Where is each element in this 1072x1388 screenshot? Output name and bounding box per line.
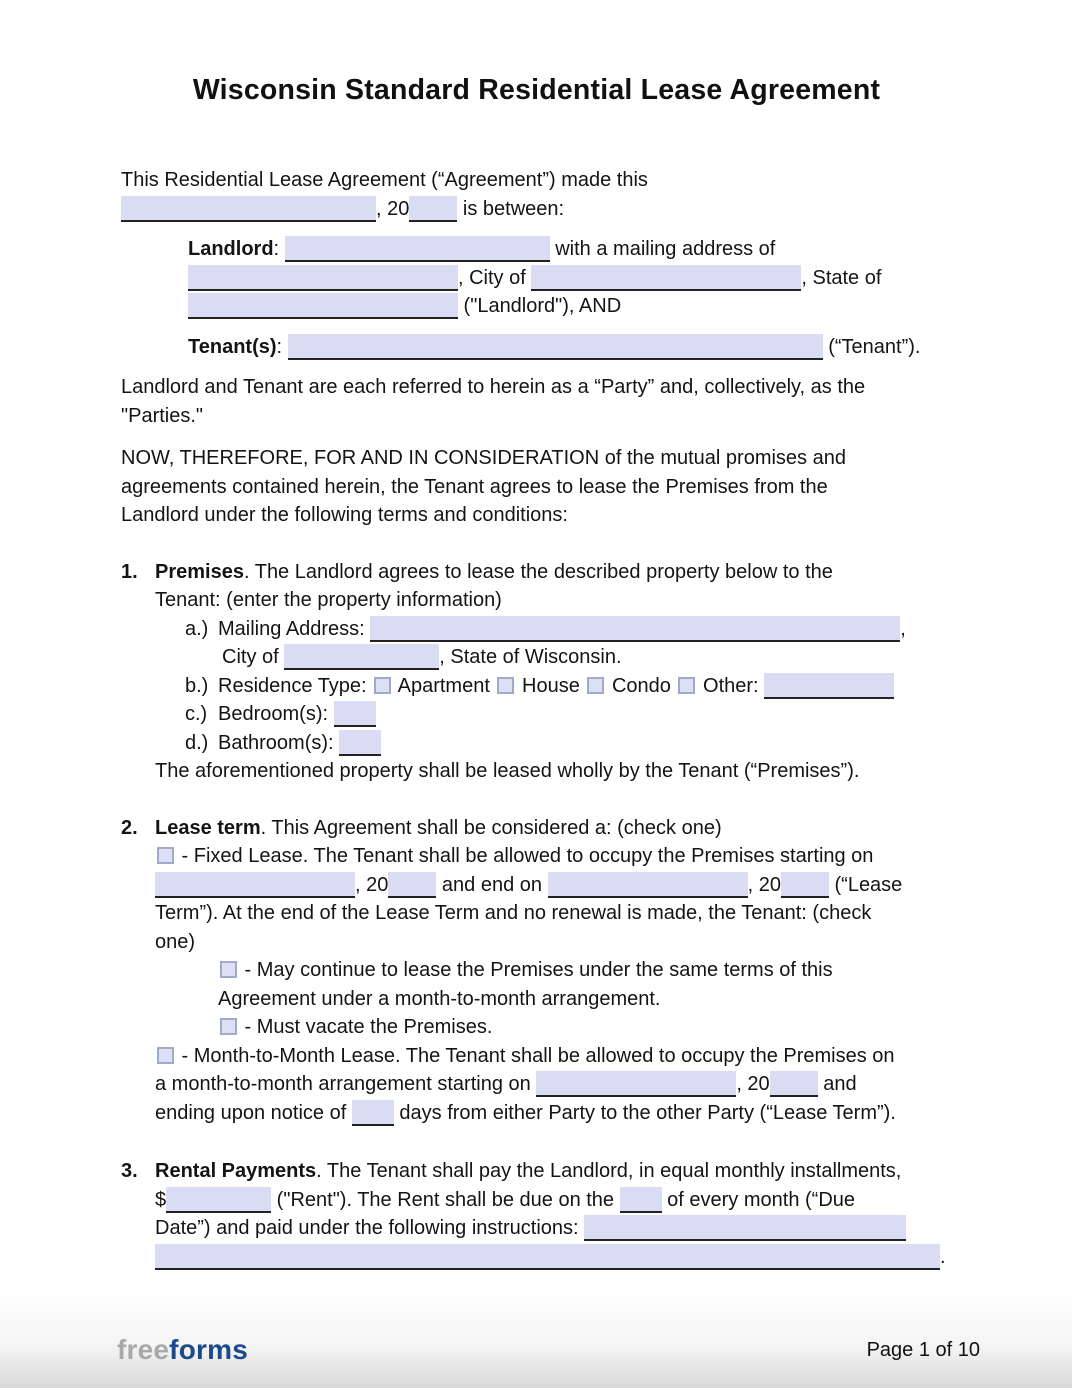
text-run: Tenant: (enter the property information) <box>155 589 502 611</box>
text-run: Bedroom(s): <box>218 703 334 725</box>
text-run: Other: <box>697 674 765 697</box>
document-body <box>121 166 952 1271</box>
text-run: with a mailing address of <box>549 238 776 260</box>
section-3-heading: Rental Payments <box>155 1160 317 1182</box>
text-run: , State of Wisconsin. <box>439 646 622 668</box>
other-residence-blank[interactable] <box>764 673 894 699</box>
text-run: The aforementioned property shall be leased wholly by the Tenant (“Premises”). <box>155 760 860 782</box>
condo-checkbox[interactable] <box>587 677 604 694</box>
premises-address-blank[interactable] <box>370 616 900 642</box>
fixed-end-date-blank[interactable] <box>548 872 748 898</box>
text-run: . The Landlord agrees to lease the described property below to the <box>243 560 833 583</box>
text-run: Agreement under a month-to-month arrangement. <box>218 987 661 1010</box>
section-1-number: 1. <box>121 560 138 583</box>
text-run: : <box>276 335 288 358</box>
text-run: Apartment <box>393 674 496 697</box>
consideration-paragraph <box>121 444 952 530</box>
notice-days-blank[interactable] <box>352 1100 394 1126</box>
landlord-label: Landlord <box>188 238 274 260</box>
house-checkbox[interactable] <box>497 677 514 694</box>
doc-line <box>121 166 952 195</box>
fixed-end-year-blank[interactable] <box>781 872 829 898</box>
text-run: ("Landlord"), AND <box>458 295 622 317</box>
fixed-start-date-blank[interactable] <box>155 872 355 898</box>
item-b-marker: b.) <box>185 674 209 697</box>
agreement-date-blank[interactable] <box>121 196 376 222</box>
section-1-heading: Premises <box>155 560 244 583</box>
doc-line <box>218 985 952 1014</box>
parties-paragraph <box>121 373 952 430</box>
must-vacate-checkbox[interactable] <box>220 1018 237 1035</box>
document-content <box>0 74 1072 1271</box>
doc-line <box>121 402 952 431</box>
doc-line <box>188 333 952 362</box>
logo-free-text: free <box>117 1334 170 1365</box>
text-run: - Fixed Lease. The Tenant shall be allowed to occupy the Premises starting on <box>176 845 874 867</box>
doc-line <box>218 956 952 985</box>
text-run: Condo <box>606 674 677 697</box>
doc-line <box>185 615 952 644</box>
section-lease-term <box>121 814 952 1128</box>
doc-line <box>121 373 952 402</box>
text-run: (“Tenant”). <box>822 335 921 358</box>
fixed-start-year-blank[interactable] <box>388 872 436 898</box>
doc-line <box>185 672 952 701</box>
text-run: , 20 <box>355 873 389 896</box>
logo-forms-text: forms <box>169 1334 248 1365</box>
text-run: ending upon notice of <box>155 1101 352 1124</box>
doc-line <box>155 842 952 871</box>
text-run: of every month (“Due <box>661 1188 856 1211</box>
text-run: a month-to-month arrangement starting on <box>155 1073 537 1095</box>
text-run: NOW, THEREFORE, FOR AND IN CONSIDERATION of the mutual promises and <box>121 447 846 469</box>
doc-line <box>188 292 952 321</box>
tenant-name-blank[interactable] <box>288 334 823 360</box>
text-run: . This Agreement shall be considered a: (check one) <box>260 816 722 839</box>
doc-line <box>155 1243 952 1272</box>
doc-line <box>155 1186 952 1215</box>
text-run: ("Rent"). The Rent shall be due on the <box>271 1188 620 1211</box>
m2m-start-date-blank[interactable] <box>536 1071 736 1097</box>
text-run: , State of <box>801 266 882 289</box>
section-2-number: 2. <box>121 816 138 839</box>
text-run: - Must vacate the Premises. <box>239 1016 493 1038</box>
text-run: one) <box>155 930 196 953</box>
doc-line <box>121 814 952 843</box>
doc-line <box>155 1042 952 1071</box>
page-footer <box>0 1292 1072 1388</box>
text-run: , <box>900 617 906 640</box>
landlord-clause <box>121 235 952 321</box>
text-run: . The Tenant shall pay the Landlord, in equal monthly installments, <box>316 1160 902 1182</box>
fixed-lease-checkbox[interactable] <box>157 847 174 864</box>
text-run: and <box>817 1073 857 1095</box>
page-number-label: Page 1 of 10 <box>866 1338 980 1361</box>
landlord-address-blank[interactable] <box>188 265 458 291</box>
payment-instructions-blank-2[interactable] <box>155 1244 940 1270</box>
month-to-month-lease-checkbox[interactable] <box>157 1047 174 1064</box>
text-run: Mailing Address: <box>218 617 371 640</box>
landlord-name-blank[interactable] <box>285 236 550 262</box>
text-run: : <box>273 238 285 260</box>
doc-line <box>188 235 952 264</box>
text-run: "Parties." <box>121 404 204 427</box>
doc-line <box>121 444 952 473</box>
bedrooms-blank[interactable] <box>334 701 376 727</box>
item-d-marker: d.) <box>185 731 209 754</box>
text-run: Landlord and Tenant are each referred to herein as a “Party” and, collectively, as the <box>121 376 866 398</box>
other-checkbox[interactable] <box>678 677 695 694</box>
freeforms-logo[interactable] <box>117 1334 248 1366</box>
text-run: . <box>940 1245 946 1268</box>
text-run: Date”) and paid under the following instructions: <box>155 1217 585 1239</box>
text-run: - Month-to-Month Lease. The Tenant shall be allowed to occupy the Premises on <box>176 1044 895 1067</box>
text-run: , City of <box>458 266 532 289</box>
tenant-label: Tenant(s) <box>188 335 277 358</box>
premises-city-blank[interactable] <box>284 644 439 670</box>
intro-paragraph <box>121 166 952 223</box>
text-run: This Residential Lease Agreement (“Agreement”) made this <box>121 169 648 191</box>
doc-line <box>188 264 952 293</box>
agreement-year-blank[interactable] <box>409 196 457 222</box>
doc-line <box>121 473 952 502</box>
text-run: and end on <box>436 873 548 896</box>
doc-line <box>121 558 952 587</box>
document-title: Wisconsin Standard Residential Lease Agreement <box>192 74 881 106</box>
bathrooms-blank[interactable] <box>339 730 381 756</box>
section-2-heading: Lease term <box>155 816 261 839</box>
doc-line <box>155 928 952 957</box>
text-run: , 20 <box>736 1073 770 1095</box>
section-3-number: 3. <box>121 1160 138 1182</box>
doc-line <box>155 1099 952 1128</box>
doc-line <box>185 700 952 729</box>
doc-line <box>155 757 952 786</box>
doc-line <box>155 586 952 615</box>
item-c-marker: c.) <box>185 703 208 725</box>
doc-line <box>155 1214 952 1243</box>
rent-amount-blank[interactable] <box>166 1187 271 1213</box>
payment-instructions-blank-1[interactable] <box>584 1215 906 1241</box>
doc-line <box>185 729 952 758</box>
doc-line <box>121 501 952 530</box>
item-a-marker: a.) <box>185 617 209 640</box>
text-run: Bathroom(s): <box>218 731 340 754</box>
text-run: City of <box>222 646 285 668</box>
landlord-state-blank[interactable] <box>188 293 458 319</box>
doc-line <box>218 1013 952 1042</box>
text-run: , 20 <box>747 873 781 896</box>
doc-line <box>121 195 952 224</box>
doc-line <box>222 643 952 672</box>
text-run: Term”). At the end of the Lease Term and no renewal is made, the Tenant: (check <box>155 902 872 924</box>
doc-line <box>155 899 952 928</box>
doc-line <box>121 1157 952 1186</box>
due-day-blank[interactable] <box>620 1187 662 1213</box>
continue-month-to-month-checkbox[interactable] <box>220 961 237 978</box>
text-run: (“Lease <box>828 873 903 896</box>
text-run: Residence Type: <box>218 674 373 697</box>
tenant-clause <box>121 333 952 362</box>
section-rental-payments <box>121 1157 952 1271</box>
text-run: days from either Party to the other Party (“Lease Term”). <box>393 1101 896 1124</box>
section-premises <box>121 558 952 786</box>
text-run: $ <box>155 1188 167 1211</box>
text-run: House <box>516 674 586 697</box>
doc-line <box>155 871 952 900</box>
text-run: is between: <box>457 197 565 220</box>
text-run: , 20 <box>376 197 410 220</box>
text-run: Landlord under the following terms and conditions: <box>121 504 568 526</box>
text-run: - May continue to lease the Premises under the same terms of this <box>239 959 833 981</box>
landlord-city-blank[interactable] <box>531 265 801 291</box>
m2m-start-year-blank[interactable] <box>770 1071 818 1097</box>
apartment-checkbox[interactable] <box>374 677 391 694</box>
doc-line <box>155 1070 952 1099</box>
text-run: agreements contained herein, the Tenant agrees to lease the Premises from the <box>121 475 828 498</box>
